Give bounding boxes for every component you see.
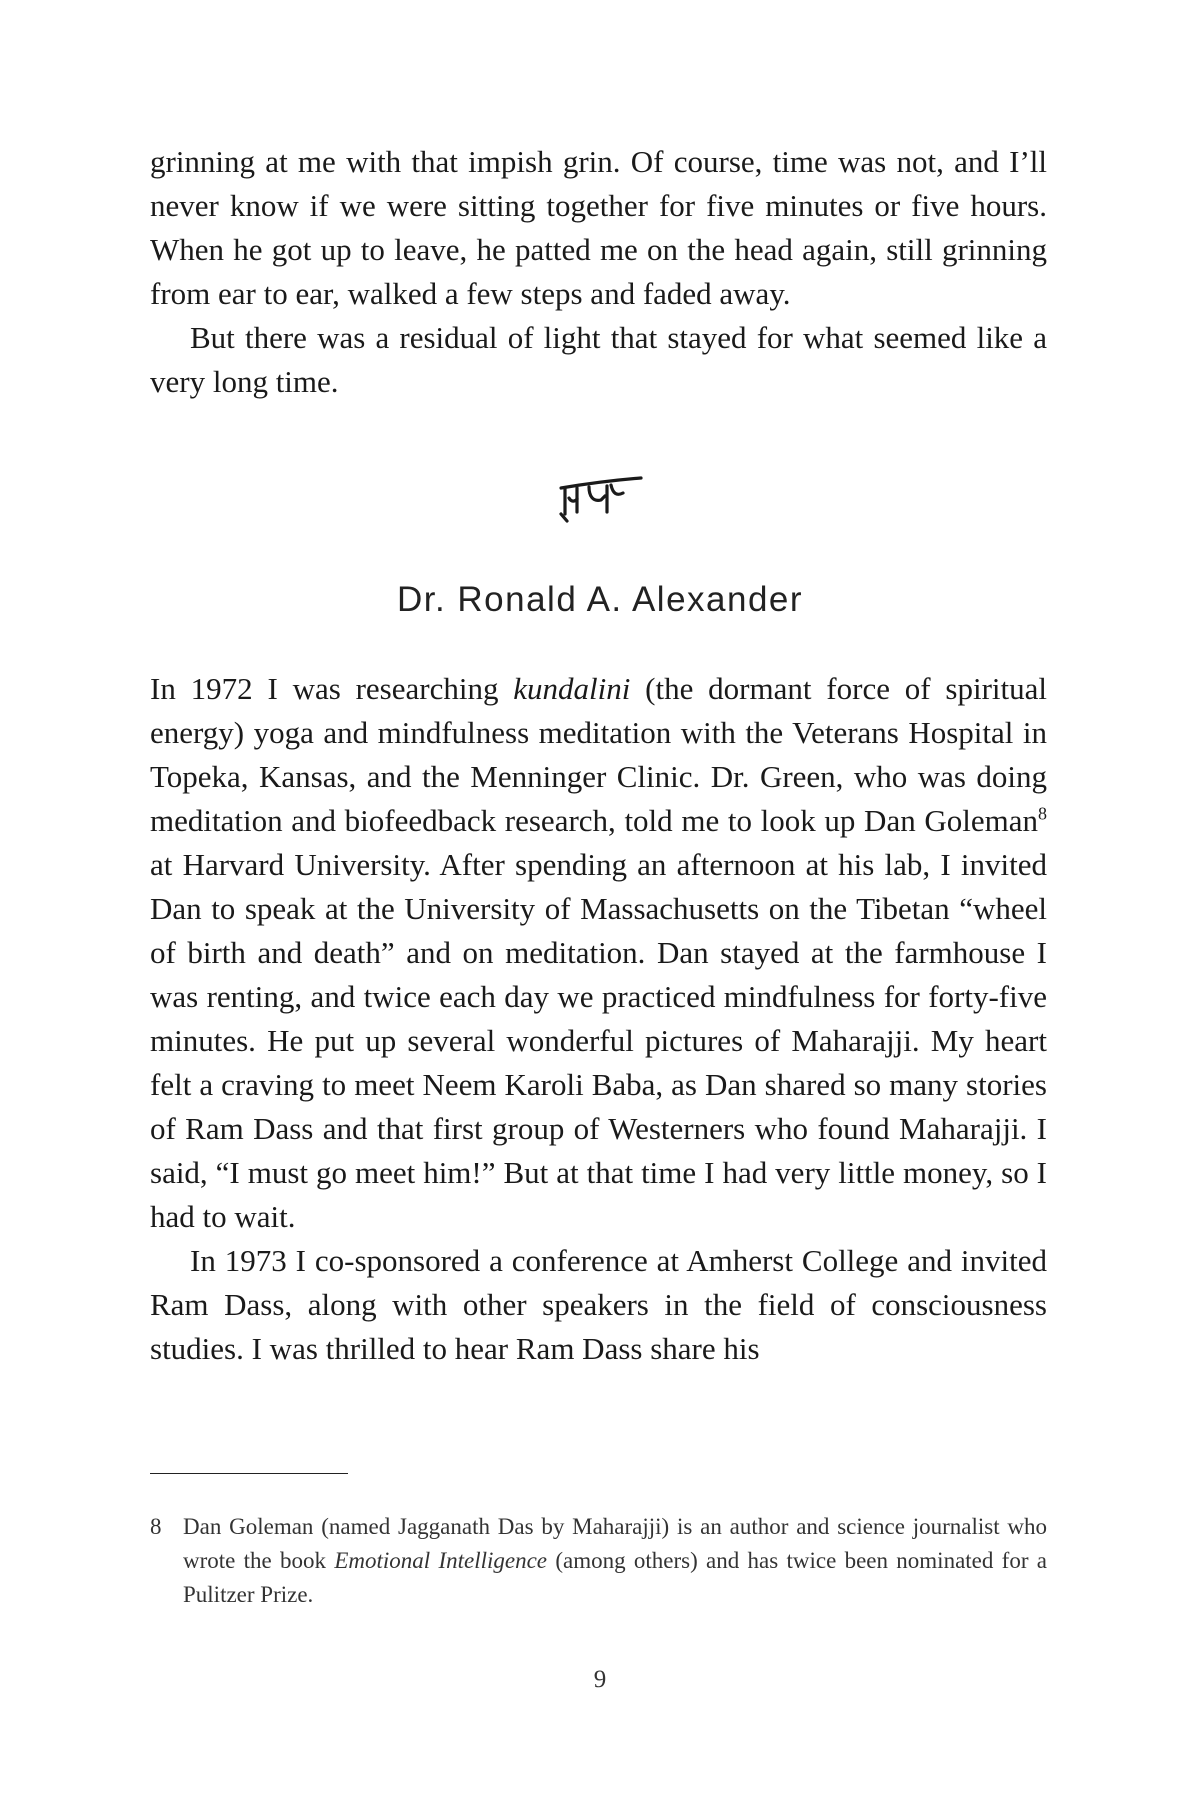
footnote-text-segment: (among others) and has twice been nominated for a Pulitzer Prize. <box>183 1548 1047 1607</box>
italic-term-kundalini: kundalini <box>513 671 631 706</box>
paragraph-text-segment: at Harvard University. After spending an afternoon at his lab, I invited Dan to speak at the University of Massachusetts on the Tibetan “wheel of birth and death” and on meditation. Dan stayed at the farmhouse I was renting, and twice each day we practiced mindfulness for forty-five minutes. He put up several wonderful pictures of Maharajji. My heart felt a craving to meet Neem Karoli Baba, as Dan shared so many stories of Ram Dass and that first group of Westerners who found Maharajji. I said, “I must go meet him!” But at that time I had very little money, so I had to wait. <box>150 847 1047 1234</box>
paragraph-grinning: grinning at me with that impish grin. Of course, time was not, and I’ll never know if we were sitting together for five minutes or five hours. When he got up to leave, he patted me on the head again, still grinning from ear to ear, walked a few steps and faded away. <box>150 144 1047 311</box>
footnote-reference[interactable]: 8 <box>1038 803 1047 824</box>
paragraph-amherst-conference: In 1973 I co-sponsored a conference at Amherst College and invited Ram Dass, along with other speakers in the field of consciousness studies. I was thrilled to hear Ram Dass share his <box>150 1243 1047 1366</box>
paragraph-residual-light: But there was a residual of light that stayed for what seemed like a very long time. <box>150 320 1047 399</box>
paragraph-text-segment: (the dormant force of spiritual energy) yoga and mindfulness meditation with the Veterans Hospital in Topeka, Kansas, and the Menninger Clinic. Dr. Green, who was doing meditation and biofeedback research, told me to look up Dan Goleman <box>150 671 1048 838</box>
paragraph-researching-kundalini <box>150 667 1047 1239</box>
footnote-text-segment: Dan Goleman (named Jagganath Das by Maharajji) is an author and science journalist who wrote the book <box>183 1514 1047 1573</box>
section-heading: Dr. Ronald A. Alexander <box>396 580 804 619</box>
book-title: Emotional Intelligence <box>334 1548 548 1573</box>
footnote-number: 8 <box>150 1514 162 1539</box>
page-number: 9 <box>593 1666 607 1693</box>
footnote-text <box>183 1510 1047 1612</box>
devanagari-ornament-icon <box>555 468 645 528</box>
main-passage <box>150 667 1047 1371</box>
top-passage <box>150 140 1047 404</box>
footnote <box>150 1510 1047 1612</box>
paragraph-text-segment: In 1972 I was researching <box>150 671 514 706</box>
footnote-divider <box>150 1473 348 1474</box>
